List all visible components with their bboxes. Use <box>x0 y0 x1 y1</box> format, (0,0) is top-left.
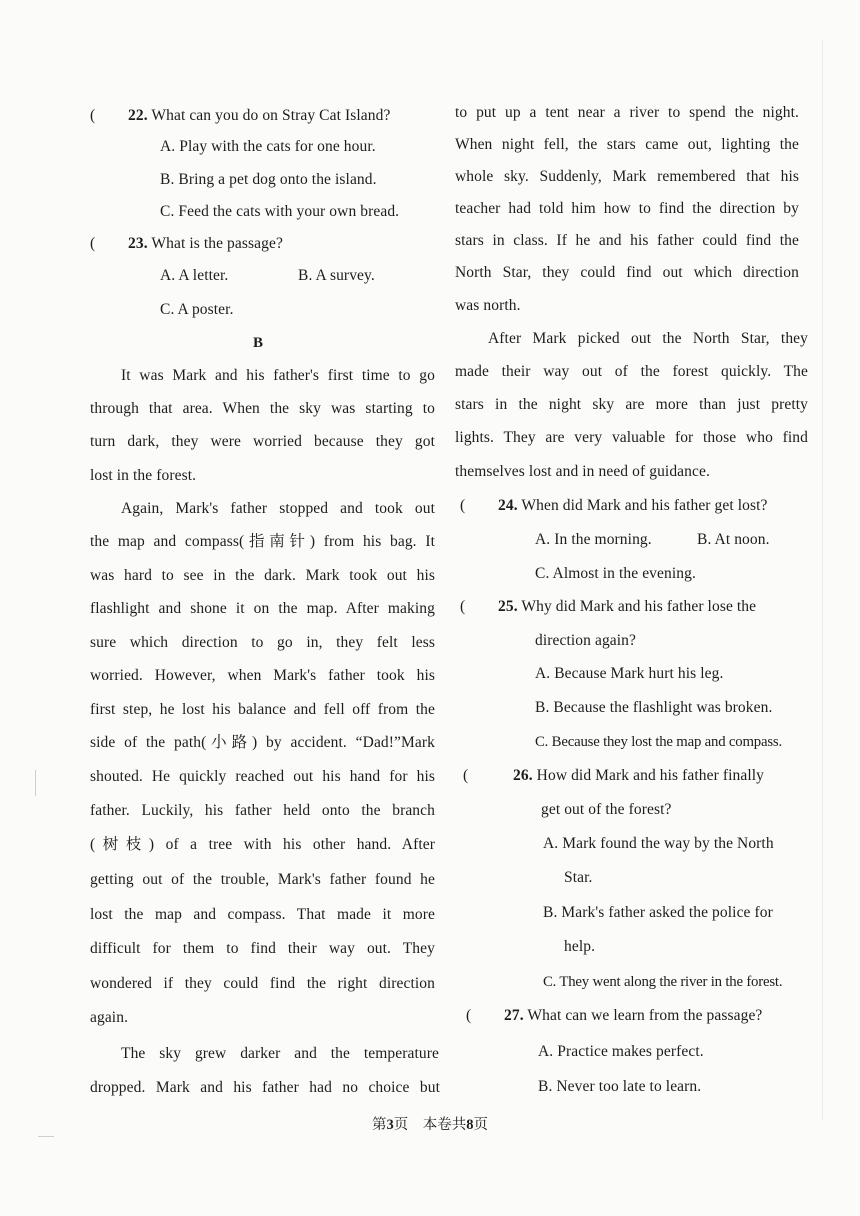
passage-line: through that area. When the sky was starting to <box>90 400 435 417</box>
question-stem: How did Mark and his father finally <box>536 767 765 784</box>
option-c: C. Almost in the evening. <box>535 565 696 582</box>
passage-line: lost in the forest. <box>90 467 197 484</box>
option-c: C. They went along the river in the forest. <box>543 974 783 990</box>
question-number: 23. <box>128 235 148 252</box>
passage-line: side of the path(小路) by accident. “Dad!”Mark <box>90 734 435 751</box>
option-a: A. In the morning. <box>535 531 652 548</box>
passage-line: whole sky. Suddenly, Mark remembered that his <box>455 168 799 185</box>
option-c: C. Because they lost the map and compass. <box>535 734 782 750</box>
option-a-continued: Star. <box>564 869 593 886</box>
passage-line: flashlight and shone it on the map. After making <box>90 600 435 617</box>
passage-line: sure which direction to go in, they felt less <box>90 634 435 651</box>
question-stem-continued: direction again? <box>535 632 637 649</box>
question-number: 27. <box>504 1007 524 1024</box>
question-text <box>128 106 390 126</box>
question-stem: Why did Mark and his father lose the <box>521 598 757 615</box>
passage-line: (树枝) of a tree with his other hand. After <box>90 836 435 853</box>
scan-mark-bottom <box>38 1136 54 1137</box>
question-text <box>128 234 283 254</box>
option-b: B. Because the flashlight was broken. <box>535 699 773 716</box>
question-number: 22. <box>128 107 148 124</box>
footer-total-pages: 8 <box>466 1117 474 1133</box>
passage-line: dropped. Mark and his father had no choice but <box>90 1079 440 1096</box>
option-b: B. Mark's father asked the police for <box>543 904 773 921</box>
option-a: A. Play with the cats for one hour. <box>160 138 376 155</box>
passage-line: stars in class. If he and his father could find the <box>455 232 799 249</box>
passage-line: first step, he lost his balance and fell off from the <box>90 701 435 718</box>
footer-page-number: 3 <box>386 1117 394 1133</box>
option-c: C. Feed the cats with your own bread. <box>160 203 400 220</box>
scan-mark-left <box>35 770 36 796</box>
option-a: A. Mark found the way by the North <box>543 835 774 852</box>
scan-mark-right <box>822 40 823 1120</box>
option-b: B. Never too late to learn. <box>538 1078 702 1095</box>
passage-line: turn dark, they were worried because they got <box>90 433 435 450</box>
section-title: B <box>253 335 264 351</box>
answer-paren[interactable]: ( <box>460 598 466 615</box>
question-stem: What can you do on Stray Cat Island? <box>151 107 391 124</box>
question-text <box>498 597 756 617</box>
passage-line: lights. They are very valuable for those who find <box>455 429 808 446</box>
passage-line: themselves lost and in need of guidance. <box>455 463 710 480</box>
question-number: 24. <box>498 497 518 514</box>
answer-paren[interactable]: ( <box>463 767 469 784</box>
option-b: B. A survey. <box>298 267 375 284</box>
passage-line: the map and compass(指南针) from his bag. It <box>90 533 435 550</box>
passage-line: lost the map and compass. That made it more <box>90 906 435 923</box>
option-a: A. Because Mark hurt his leg. <box>535 665 724 682</box>
passage-line: stars in the night sky are more than just pretty <box>455 396 808 413</box>
passage-line: When night fell, the stars came out, lighting the <box>455 136 799 153</box>
passage-line: made their way out of the forest quickly. The <box>455 363 808 380</box>
passage-line: After Mark picked out the North Star, they <box>488 330 808 347</box>
passage-line: worried. However, when Mark's father took his <box>90 667 435 684</box>
passage-line: getting out of the trouble, Mark's father found he <box>90 871 435 888</box>
question-stem: What can we learn from the passage? <box>527 1007 763 1024</box>
passage-line: Again, Mark's father stopped and took out <box>121 500 435 517</box>
question-number: 26. <box>513 767 533 784</box>
answer-paren[interactable]: ( <box>90 107 96 124</box>
question-text <box>504 1006 762 1026</box>
question-stem: What is the passage? <box>151 235 283 252</box>
footer-prefix: 第 <box>372 1117 387 1133</box>
passage-line: father. Luckily, his father held onto the branch <box>90 802 435 819</box>
option-b: B. At noon. <box>697 531 770 548</box>
question-text <box>498 496 768 516</box>
option-a: A. Practice makes perfect. <box>538 1043 704 1060</box>
option-a: A. A letter. <box>160 267 229 284</box>
passage-line: wondered if they could find the right direction <box>90 975 435 992</box>
option-b-continued: help. <box>564 938 596 955</box>
passage-line: was north. <box>455 297 521 314</box>
option-b: B. Bring a pet dog onto the island. <box>160 171 377 188</box>
question-stem: When did Mark and his father get lost? <box>521 497 768 514</box>
answer-paren[interactable]: ( <box>460 497 466 514</box>
passage-line: shouted. He quickly reached out his hand for his <box>90 768 435 785</box>
option-c: C. A poster. <box>160 301 234 318</box>
answer-paren[interactable]: ( <box>90 235 96 252</box>
passage-line: The sky grew darker and the temperature <box>121 1045 439 1062</box>
passage-line: teacher had told him how to find the direction by <box>455 200 799 217</box>
footer-middle: 页 本卷共 <box>393 1117 467 1133</box>
passage-line: to put up a tent near a river to spend the night. <box>455 104 799 121</box>
passage-line: again. <box>90 1009 129 1026</box>
passage-line: difficult for them to find their way out. They <box>90 940 435 957</box>
question-text <box>513 766 764 786</box>
answer-paren[interactable]: ( <box>466 1007 472 1024</box>
question-number: 25. <box>498 598 518 615</box>
passage-line: was hard to see in the dark. Mark took out his <box>90 567 435 584</box>
passage-line: North Star, they could find out which direction <box>455 264 799 281</box>
page-footer <box>0 1116 860 1134</box>
question-stem-continued: get out of the forest? <box>541 801 672 818</box>
footer-suffix: 页 <box>473 1117 488 1133</box>
passage-line: It was Mark and his father's first time to go <box>121 367 435 384</box>
